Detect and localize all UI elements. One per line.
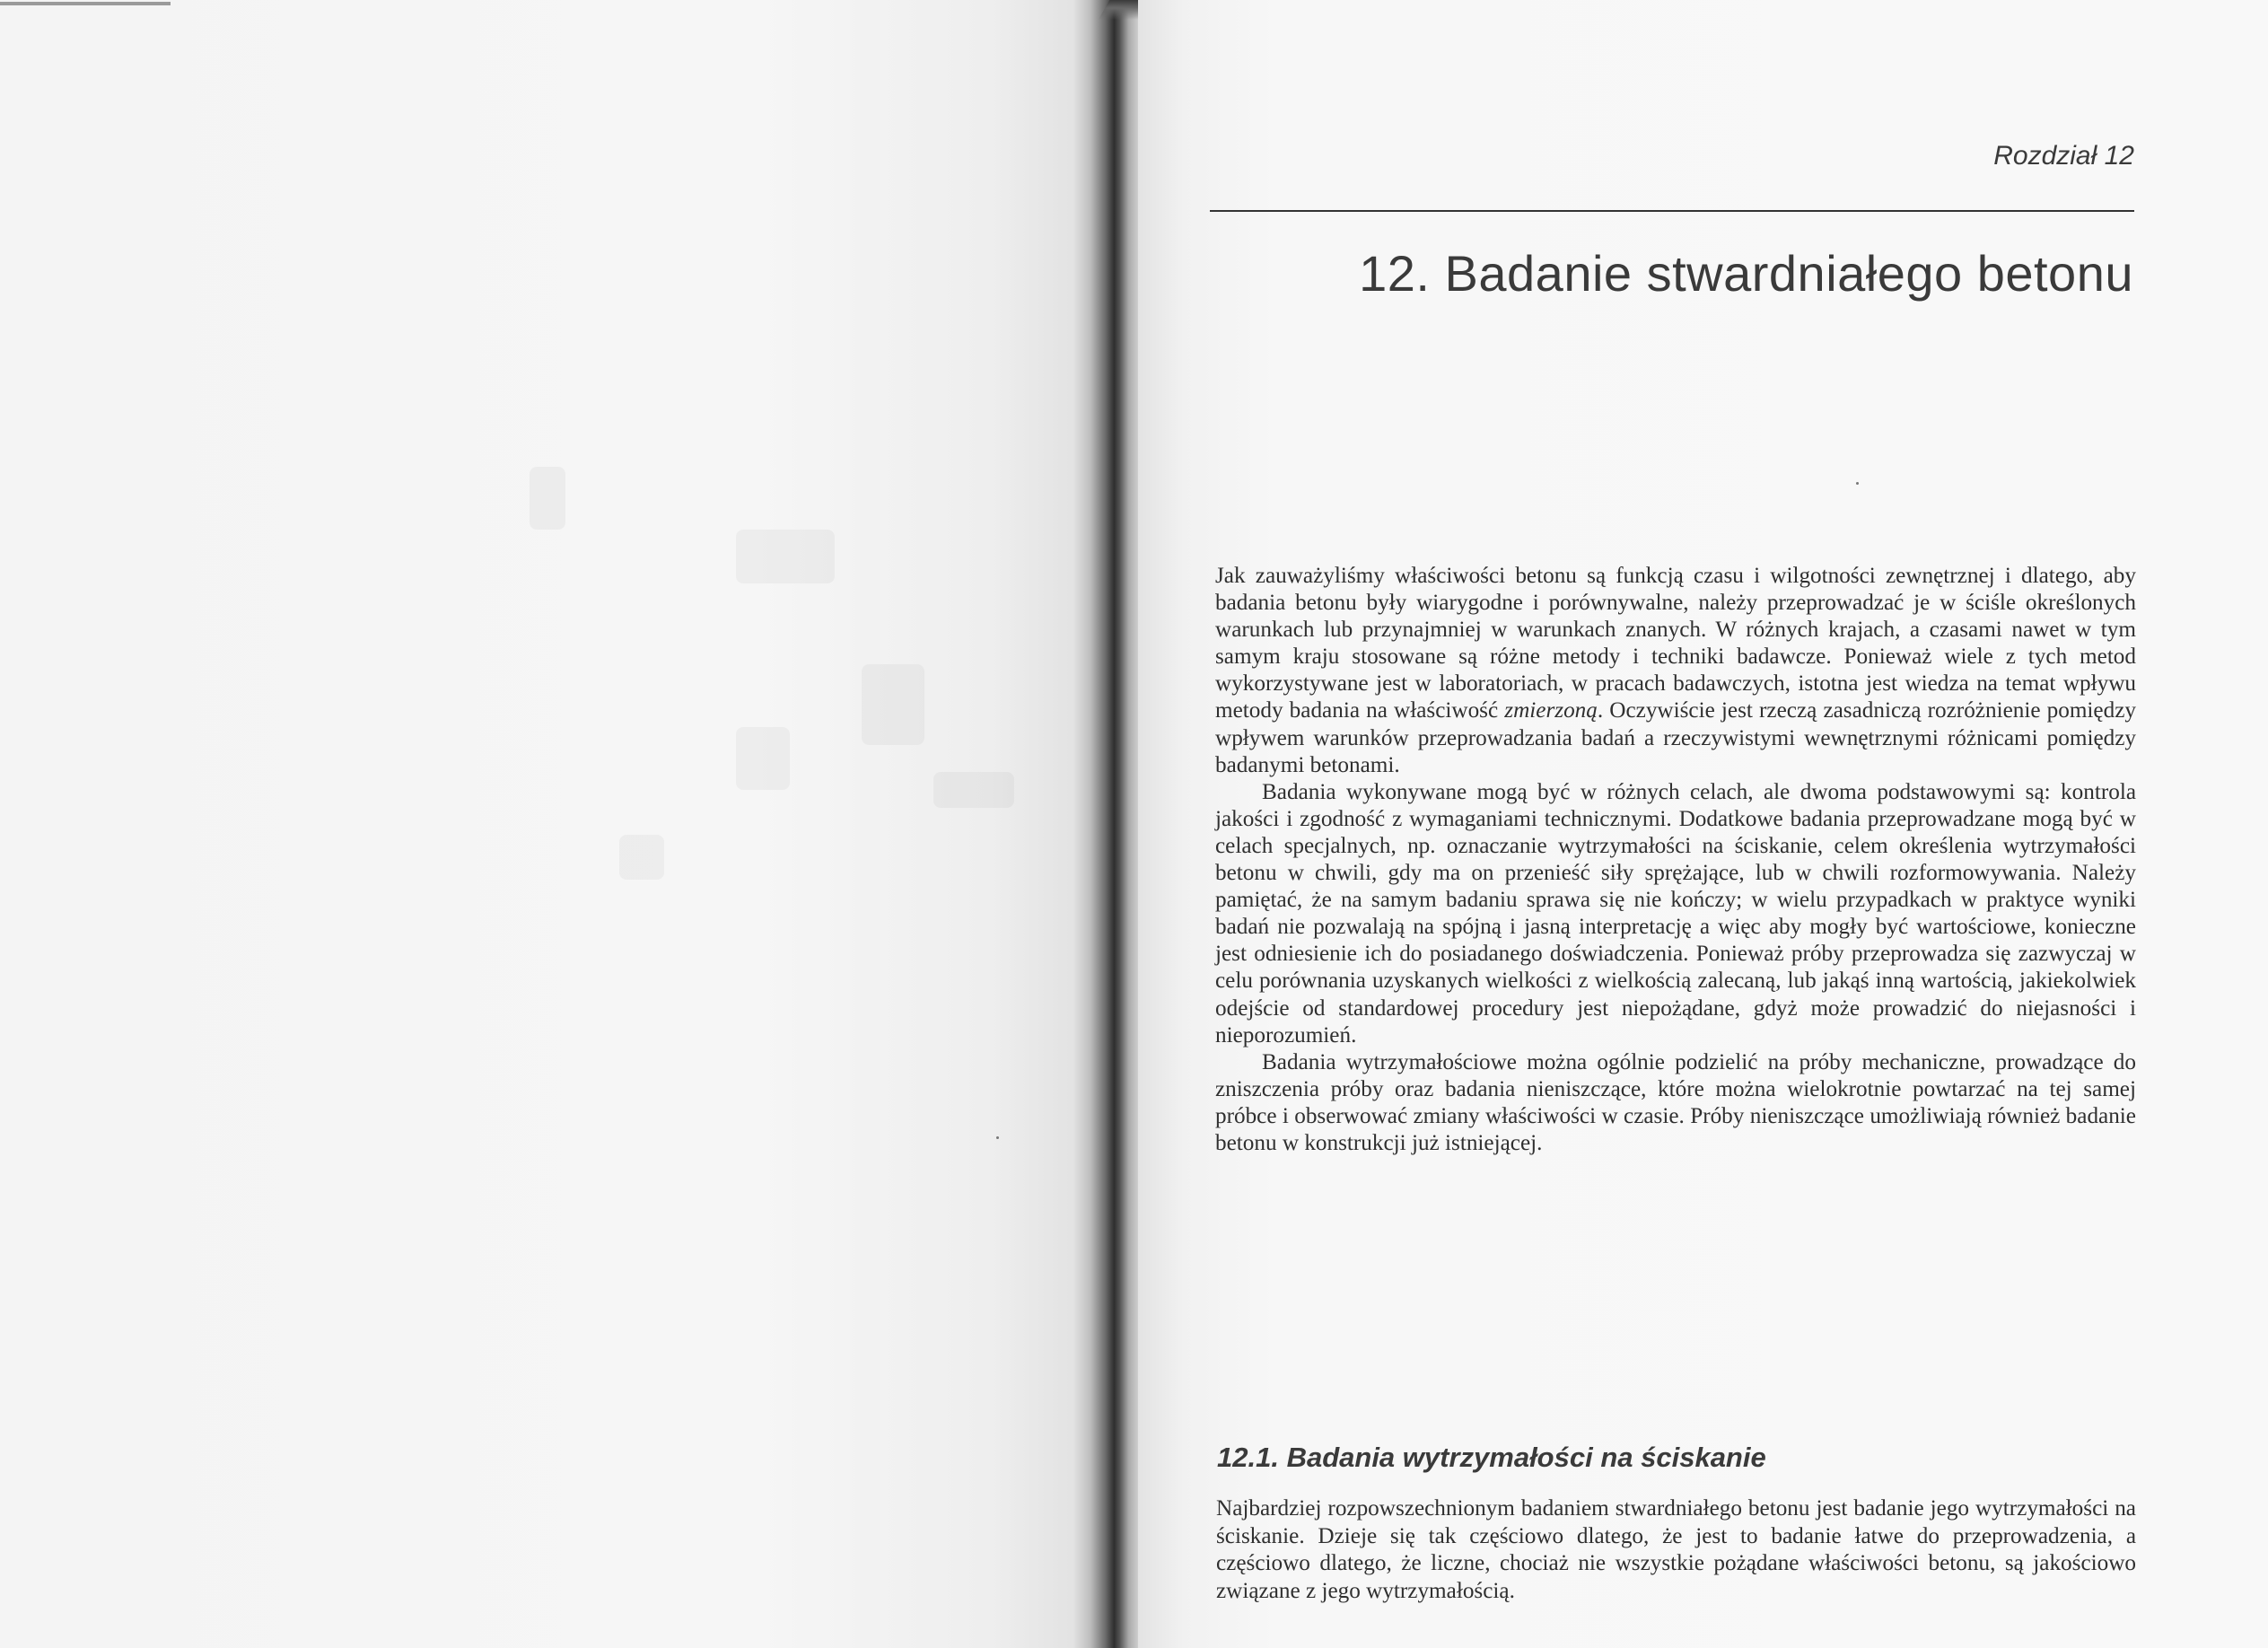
book-gutter-shadow (1073, 0, 1144, 1648)
paragraph-1-text-end: . Oczywiście jest rzeczą zasadniczą rozróżnienie pomiędzy wpływem warunków przeprowadzania badań a rzeczywistymi wewnętrznymi różnicami pomiędzy badanymi betonami. (1215, 698, 2136, 777)
section-title-text: Badania wytrzymałości na ściskanie (1286, 1442, 1766, 1473)
left-page-blank (0, 0, 1077, 1648)
left-page-edge-mark (0, 2, 171, 5)
paragraph-1 (1215, 563, 2136, 779)
section-heading (1217, 1442, 1766, 1474)
section-body-text (1216, 1495, 2136, 1605)
show-through-smudge (933, 772, 1014, 808)
dust-speck (1856, 482, 1859, 485)
section-paragraph: Najbardziej rozpowszechnionym badaniem stwardniałego betonu jest badanie jego wytrzymałości na ściskanie. Dzieje się tak częściowo dlatego, że jest to badanie łatwe do przeprowadzenia, a częściowo dlatego, że liczne, chociaż nie wszystkie pożądane właściwości betonu, są jakościowo związane z jego wytrzymałością. (1216, 1496, 2136, 1603)
dust-speck (996, 1136, 999, 1139)
chapter-body-text (1215, 563, 2136, 1157)
chapter-title: 12. Badanie stwardniałego betonu (1359, 245, 2133, 302)
emphasized-word: zmierzoną (1504, 698, 1598, 723)
show-through-smudge (736, 727, 790, 790)
header-rule (1210, 210, 2134, 212)
show-through-smudge (530, 467, 565, 530)
show-through-smudge (862, 664, 924, 745)
paragraph-2: Badania wykonywane mogą być w różnych celach, ale dwoma podstawowymi są: kontrola jakości i zgodność z wymaganiami technicznymi. Dodatkowe badania przeprowadzane mogą być w celach specjalnych, np. oznaczanie wytrzymałości na ściskanie, celem określenia wytrzymałości betonu w chwili, gdy ma on przenieść siły sprężające, lub w chwili rozformowywania. Należy pamiętać, że na samym badaniu sprawa się nie kończy; w wielu przypadkach w praktyce wyniki badań nie pozwalają na spójną i jasną interpretację a więc aby mogły być wartościowe, konieczne jest odniesienie ich do posiadanego doświadczenia. Ponieważ próby przeprowadza się zazwyczaj w celu porównania uzyskanych wielkości z wielkością zalecaną, lub jakąś inną wartością, jakiekolwiek odejście od standardowej procedury jest niepożądane, gdyż może prowadzić do niejasności i nieporozumień. (1215, 779, 2136, 1048)
paragraph-3: Badania wytrzymałościowe można ogólnie podzielić na próby mechaniczne, prowadzące do zniszczenia próby oraz badania nieniszczące, które można wielokrotnie powtarzać na tej samej próbce i obserwować zmiany właściwości w czasie. Próby nieniszczące umożliwiają również badanie betonu w konstrukcji już istniejącej. (1215, 1049, 2136, 1155)
show-through-smudge (736, 530, 835, 583)
paragraph-1-text: Jak zauważyliśmy właściwości betonu są funkcją czasu i wilgotności zewnętrznej i dlatego, aby badania betonu były wiarygodne i porównywalne, należy przeprowadzać je w ściśle określonych warunkach lub przynajmniej w warunkach znanych. W różnych krajach, a czasami nawet w tym samym kraju stosowane są różne metody i techniki badawcze. Ponieważ wiele z tych metod wykorzystywane jest w laboratoriach, w pracach badawczych, istotna jest wiedza na temat wpływu metody badania na właściwość (1215, 564, 2136, 723)
running-head: Rozdział 12 (1993, 141, 2134, 171)
show-through-smudge (619, 835, 664, 880)
section-number: 12.1. (1217, 1442, 1279, 1473)
